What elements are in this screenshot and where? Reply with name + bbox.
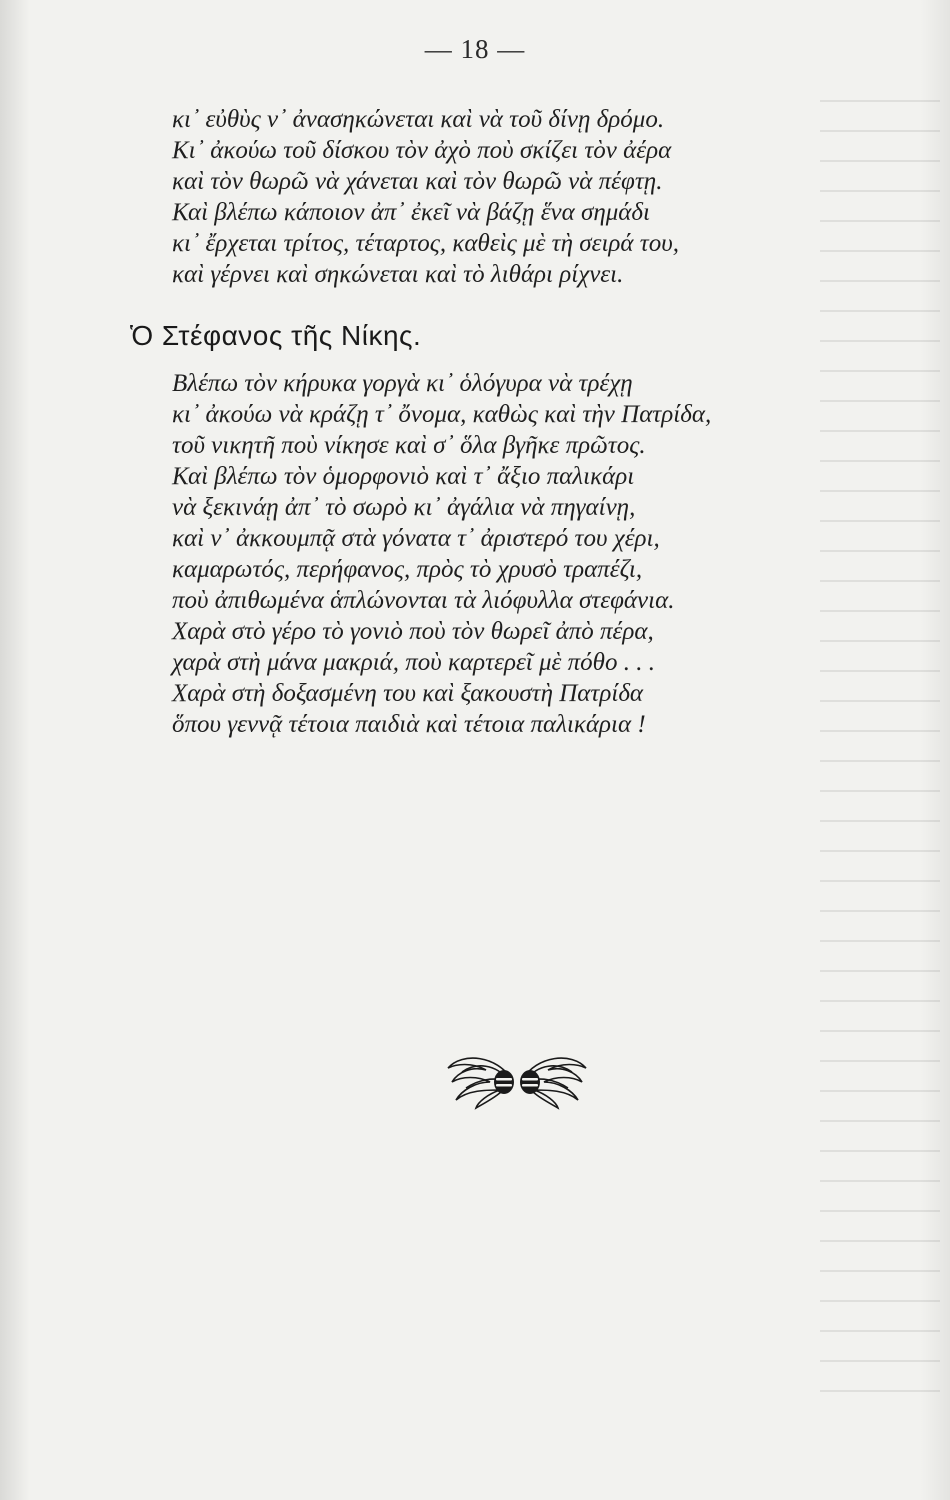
stanza-one <box>172 104 872 290</box>
stanza-two <box>172 368 872 740</box>
verse-line: Χαρὰ στὴ δοξασμένη του καὶ ξακουστὴ Πατρίδα <box>172 680 644 707</box>
page-number: — 18 — <box>424 34 526 64</box>
verse-line: Καὶ βλέπω τὸν ὁμορφονιὸ καὶ τ᾽ ἄξιο παλικάρι <box>172 463 635 490</box>
verse-line: Κι᾽ ἀκούω τοῦ δίσκου τὸν ἀχὸ ποὺ σκίζει τὸν ἀέρα <box>172 137 672 164</box>
verse-line: Καὶ βλέπω κάποιον ἀπ᾽ ἐκεῖ νὰ βάζῃ ἕνα σημάδι <box>172 199 650 226</box>
verse-line: νὰ ξεκινάῃ ἀπ᾽ τὸ σωρὸ κι᾽ ἀγάλια νὰ πηγαίνῃ, <box>172 494 636 521</box>
floral-ornament-icon <box>442 1050 592 1110</box>
verse-line: ποὺ ἀπιθωμένα ἁπλώνονται τὰ λιόφυλλα στεφάνια. <box>172 587 675 614</box>
verse-line: καὶ ν᾽ ἀκκουμπᾷ στὰ γόνατα τ᾽ ἀριστερό του χέρι, <box>172 525 660 552</box>
bleed-through-texture <box>820 100 940 1400</box>
verse-line: Βλέπω τὸν κήρυκα γοργὰ κι᾽ ὁλόγυρα νὰ τρέχῃ <box>172 370 633 397</box>
verse-line: τοῦ νικητῆ ποὺ νίκησε καὶ σ᾽ ὅλα βγῆκε πρῶτος. <box>172 432 646 459</box>
verse-line: χαρὰ στὴ μάνα μακριά, ποὺ καρτερεῖ μὲ πόθο . . . <box>172 649 655 676</box>
verse-line: κι᾽ ἔρχεται τρίτος, τέταρτος, καθεὶς μὲ τὴ σειρά του, <box>172 230 679 257</box>
poem-title: Ὁ Στέφανος τῆς Νίκης. <box>130 320 422 351</box>
verse-line: Χαρὰ στὸ γέρο τὸ γονιὸ ποὺ τὸν θωρεῖ ἀπὸ πέρα, <box>172 618 654 645</box>
verse-line: κι᾽ εὐθὺς ν᾽ ἀνασηκώνεται καὶ νὰ τοῦ δίνῃ δρόμο. <box>172 106 665 133</box>
verse-line: καμαρωτός, περήφανος, πρὸς τὸ χρυσὸ τραπέζι, <box>172 556 643 583</box>
verse-line: καὶ τὸν θωρῶ νὰ χάνεται καὶ τὸν θωρῶ νὰ πέφτῃ. <box>172 168 663 195</box>
verse-line: κι᾽ ἀκούω νὰ κράζῃ τ᾽ ὄνομα, καθὼς καὶ τὴν Πατρίδα, <box>172 401 712 428</box>
verse-line: ὅπου γεννᾷ τέτοια παιδιὰ καὶ τέτοια παλικάρια ! <box>172 711 646 738</box>
verse-line: καὶ γέρνει καὶ σηκώνεται καὶ τὸ λιθάρι ρίχνει. <box>172 261 624 288</box>
